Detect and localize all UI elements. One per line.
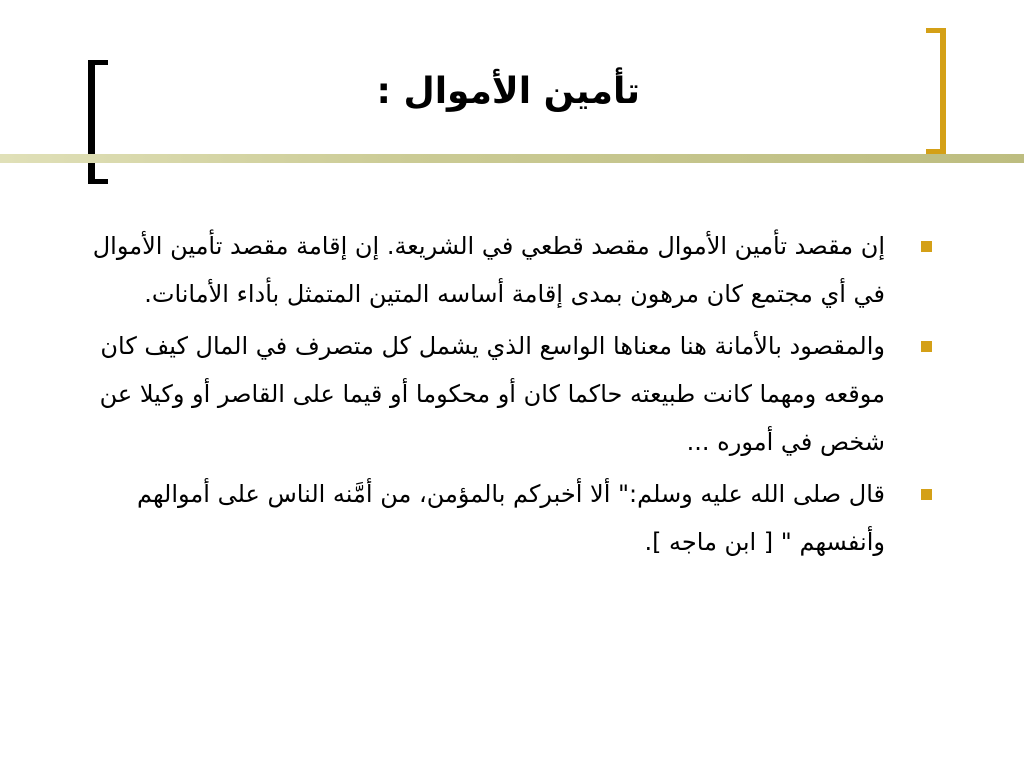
bullet-text: إن مقصد تأمين الأموال مقصد قطعي في الشريعة. إن إقامة مقصد تأمين الأموال في أي مجتمع كان مرهون بمدى إقامة أساسه المتين المتمثل بأداء الأمانات. bbox=[92, 232, 885, 308]
bullet-item bbox=[90, 222, 940, 318]
square-bullet-icon bbox=[921, 489, 932, 500]
square-bullet-icon bbox=[921, 341, 932, 352]
bullet-list bbox=[90, 222, 940, 570]
bullet-item bbox=[90, 322, 940, 466]
right-bracket-decoration bbox=[926, 28, 946, 154]
slide-title: تأمين الأموال : bbox=[376, 71, 640, 112]
bullet-item bbox=[90, 470, 940, 566]
square-bullet-icon bbox=[921, 241, 932, 252]
bullet-text: والمقصود بالأمانة هنا معناها الواسع الذي يشمل كل متصرف في المال كيف كان موقعه ومهما كانت طبيعته حاكما كان أو محكوما أو قيما على القاصر أو وكيلا عن شخص في أموره ... bbox=[99, 332, 885, 456]
title-divider-bar bbox=[0, 154, 1024, 163]
bullet-text: قال صلى الله عليه وسلم:" ألا أخبركم بالمؤمن، من أمَّنه الناس على أموالهم وأنفسهم " [ ابن ماجه ]. bbox=[137, 480, 885, 556]
left-bracket-decoration bbox=[88, 60, 108, 184]
